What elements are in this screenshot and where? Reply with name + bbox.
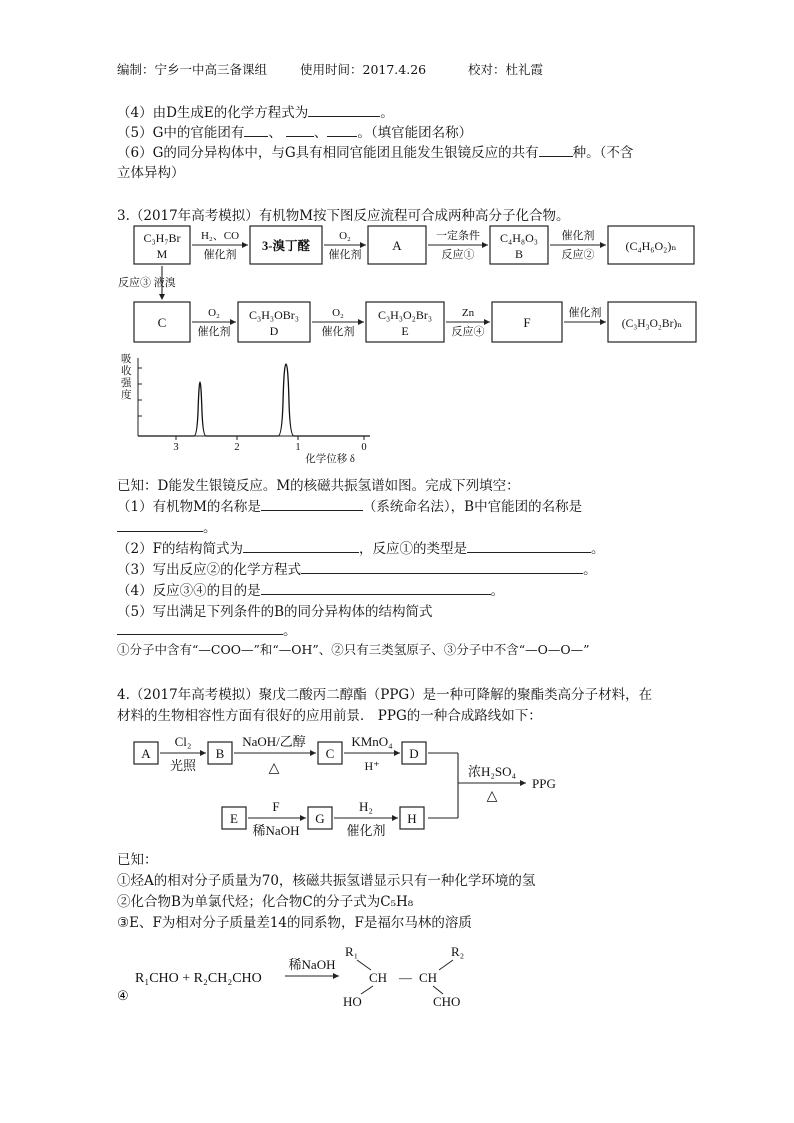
- q4-reaction-4: [117, 936, 477, 1008]
- answer-blank: [261, 582, 491, 595]
- q3-a5-end: 。: [283, 623, 297, 639]
- q3-a2-text: （2）F的结构简式为: [117, 541, 243, 557]
- r4-bot: 反应②: [561, 249, 595, 261]
- H: H: [407, 811, 417, 826]
- answer-blank: [467, 540, 591, 553]
- nmr-ylabel-3: 强: [121, 378, 132, 389]
- eg-top: F: [272, 799, 280, 814]
- final-bot: △: [486, 789, 498, 804]
- q3-a5: （5）写出满足下列条件的B的同分异构体的结构简式: [117, 604, 433, 620]
- B-label: B: [514, 247, 524, 261]
- eg-bot: 稀NaOH: [252, 823, 300, 838]
- q4-title: 4.（2017年高考模拟）聚戊二酸丙二醇酯（PPG）是一种可降解的聚酯类高分子材料，在: [117, 687, 653, 703]
- q4-k3: ③E、F为相对分子质量差14的同系物，F是福尔马林的溶质: [117, 915, 472, 931]
- rxn-CHO: CHO: [433, 994, 461, 1009]
- rxn-R1: R₁: [345, 944, 359, 959]
- M-label: M: [156, 247, 168, 261]
- q3-a3: [117, 558, 597, 578]
- q4-k2: ②化合物B为单氯代烃；化合物C的分子式为C₅H₈: [117, 894, 414, 910]
- rxn-lhs: R₁CHO + R₂CH₂CHO: [135, 971, 262, 986]
- rxn-CH1: CH: [369, 970, 388, 985]
- r1-bot: 催化剂: [203, 249, 237, 261]
- q2-line4: [117, 101, 394, 121]
- arrowhead: [200, 750, 206, 756]
- product: PPG: [532, 776, 556, 791]
- nmr-spectrum-line: [138, 364, 370, 436]
- r6-bot: 催化剂: [321, 326, 355, 338]
- r3-top: 一定条件: [436, 230, 480, 242]
- q3-a1-mid: （系统命名法），B中官能团的名称是: [362, 499, 583, 515]
- q3-a5-line2: [117, 619, 297, 639]
- arrowhead: [394, 750, 400, 756]
- bc-bot: △: [268, 761, 280, 776]
- final-top: 浓H₂SO₄: [467, 764, 517, 779]
- q3-a1-end: 。: [203, 520, 217, 536]
- nmr-tick-2: 2: [234, 442, 240, 453]
- q4-known: 已知：: [117, 852, 158, 868]
- rxn-cond: 稀NaOH: [288, 957, 336, 972]
- rxn-CH2: CH: [419, 970, 438, 985]
- q2-line6b: 立体异构）: [117, 165, 185, 181]
- q4-flowchart: [128, 728, 584, 838]
- q2-l4-end: 。: [380, 105, 394, 121]
- k4-num: ④: [117, 988, 129, 1003]
- header-date: 使用时间：2017.4.26: [300, 62, 427, 77]
- q3-a4-end: 。: [490, 583, 505, 599]
- header-proof: 校对：杜礼霞: [468, 62, 544, 77]
- D: D: [409, 746, 419, 761]
- F-label: F: [523, 315, 531, 330]
- q3-a3-end: 。: [583, 562, 597, 578]
- q2-l5-end: 。（填官能团名称）: [357, 125, 473, 141]
- q3-a2: [117, 537, 604, 557]
- q3-a4-text: （4）反应③④的目的是: [117, 583, 261, 599]
- r5-top: O₂: [208, 307, 220, 319]
- q3-a1-line2: [117, 516, 217, 536]
- nmr-tick-0: 0: [361, 442, 367, 453]
- arrowhead: [484, 319, 490, 325]
- nmr-ylabel-2: 收: [121, 366, 132, 377]
- q3-a3-text: （3）写出反应②的化学方程式: [117, 562, 302, 578]
- B: B: [215, 746, 225, 761]
- B-formula: C₄H₈O₃: [500, 231, 538, 245]
- A-label: A: [392, 238, 402, 253]
- arrowhead: [358, 319, 364, 325]
- q2-line6: [117, 141, 633, 161]
- M-formula: C₃H₇Br: [143, 231, 181, 245]
- r7-bot: 反应④: [451, 326, 485, 338]
- q2-l6-end: 种。（不含: [572, 145, 634, 161]
- arrowhead: [482, 242, 488, 248]
- r1-top: H₂、CO: [200, 230, 240, 242]
- A: A: [141, 746, 151, 761]
- r2-top: O₂: [339, 230, 351, 242]
- q3-a1: [117, 495, 582, 515]
- q2-l4-text: （4）由D生成E的化学方程式为: [117, 105, 309, 121]
- nmr-spectrum: [118, 352, 380, 464]
- r8-top: 催化剂: [568, 307, 602, 319]
- poly2-label: (C₃H₃O₂Br)ₙ: [621, 318, 683, 330]
- header-editor: 编制：宁乡一中高三备课组: [117, 62, 268, 77]
- arrowhead: [520, 780, 526, 786]
- ab-bot: 光照: [169, 758, 197, 773]
- bond-HO: [361, 986, 373, 994]
- C: C: [325, 746, 335, 761]
- arrowhead: [300, 815, 306, 821]
- q4-k1: ①烃A的相对分子质量为70，核磁共振氢谱显示只有一种化学环境的氢: [117, 873, 536, 889]
- gh-top: H₂: [359, 799, 373, 814]
- nmr-ylabel-1: 吸: [121, 354, 132, 365]
- rxn-dash: —: [399, 970, 412, 985]
- q3-a2-mid: ，反应①的类型是: [358, 541, 467, 557]
- D-formula: C₃H₃OBr₃: [249, 308, 299, 322]
- answer-blank: [243, 540, 359, 553]
- r5-bot: 催化剂: [197, 326, 231, 338]
- q2-l5-text: （5）G中的官能团有: [117, 125, 245, 141]
- r-down-label: 反应③ 液溴: [118, 277, 176, 289]
- answer-blank: [539, 144, 573, 157]
- answer-blank: [261, 498, 363, 511]
- answer-blank: [308, 104, 380, 117]
- answer-blank: [117, 519, 203, 532]
- answer-blank: [327, 124, 357, 137]
- gh-bot: 催化剂: [346, 823, 386, 838]
- q3-title: 3.（2017年高考模拟）有机物M按下图反应流程可合成两种高分子化合物。: [117, 208, 570, 224]
- r7-top: Zn: [461, 307, 475, 319]
- arrowhead: [600, 242, 606, 248]
- q2-l5-sep2: 、: [313, 125, 328, 141]
- nmr-ylabel-4: 度: [121, 390, 132, 401]
- nmr-tick-1: 1: [295, 442, 301, 453]
- answer-blank: [286, 124, 314, 137]
- nmr-xlabel: 化学位移 δ: [305, 454, 355, 465]
- r3-bot: 反应①: [441, 249, 475, 261]
- ab-top: Cl₂: [174, 734, 192, 749]
- q3-a4: [117, 579, 504, 599]
- E: E: [230, 811, 238, 826]
- q4-title2: 材料的生物相容性方面有很好的应用前景． PPG的一种合成路线如下：: [117, 708, 542, 724]
- cd-top: KMnO₄: [351, 734, 393, 749]
- r6-top: O₂: [332, 307, 344, 319]
- q2-l5-sep1: 、: [268, 125, 282, 141]
- E-formula: C₃H₃O₂Br₃: [377, 308, 433, 322]
- bond-CHO: [433, 986, 443, 994]
- answer-blank: [117, 622, 283, 635]
- D-label: D: [269, 324, 279, 338]
- cd-bot: H⁺: [364, 759, 380, 773]
- q3-known: 已知：D能发生银镜反应。M的核磁共振氢谱如图。完成下列填空：: [117, 478, 520, 494]
- n2-label: 3-溴丁醛: [262, 239, 310, 253]
- arrowhead: [360, 242, 366, 248]
- arrowhead: [333, 973, 339, 979]
- arrowhead: [310, 750, 316, 756]
- arrowhead: [242, 242, 248, 248]
- answer-blank: [301, 561, 583, 574]
- bond-R1: [357, 960, 371, 970]
- q3-a1-text: （1）有机物M的名称是: [117, 499, 261, 515]
- poly1-label: (C₄H₆O₂)ₙ: [625, 239, 677, 253]
- rxn-R2: R₂: [451, 944, 465, 959]
- E-label: E: [401, 324, 409, 338]
- arrowhead: [159, 294, 165, 300]
- bond-R2: [439, 960, 453, 970]
- nmr-tick-3: 3: [173, 442, 179, 453]
- r2-bot: 催化剂: [328, 249, 362, 261]
- q2-l6-text: （6）G的同分异构体中，与G具有相同官能团且能发生银镜反应的共有: [117, 145, 539, 161]
- arrowhead: [230, 319, 236, 325]
- q3-flowchart: [118, 222, 700, 348]
- r4-top: 催化剂: [561, 230, 595, 242]
- arrowhead: [392, 815, 398, 821]
- bc-top: NaOH/乙醇: [242, 734, 306, 749]
- G: G: [315, 811, 325, 826]
- answer-blank: [244, 124, 268, 137]
- arrowhead: [600, 319, 606, 325]
- q3-a2-end: 。: [590, 541, 605, 557]
- q2-line5: [117, 121, 472, 141]
- rxn-HO: HO: [343, 994, 362, 1009]
- C-label: C: [157, 315, 167, 330]
- q3-conditions: ①分子中含有“—COO—”和“—OH”、②只有三类氢原子、③分子中不含“—O—O—”: [117, 642, 590, 657]
